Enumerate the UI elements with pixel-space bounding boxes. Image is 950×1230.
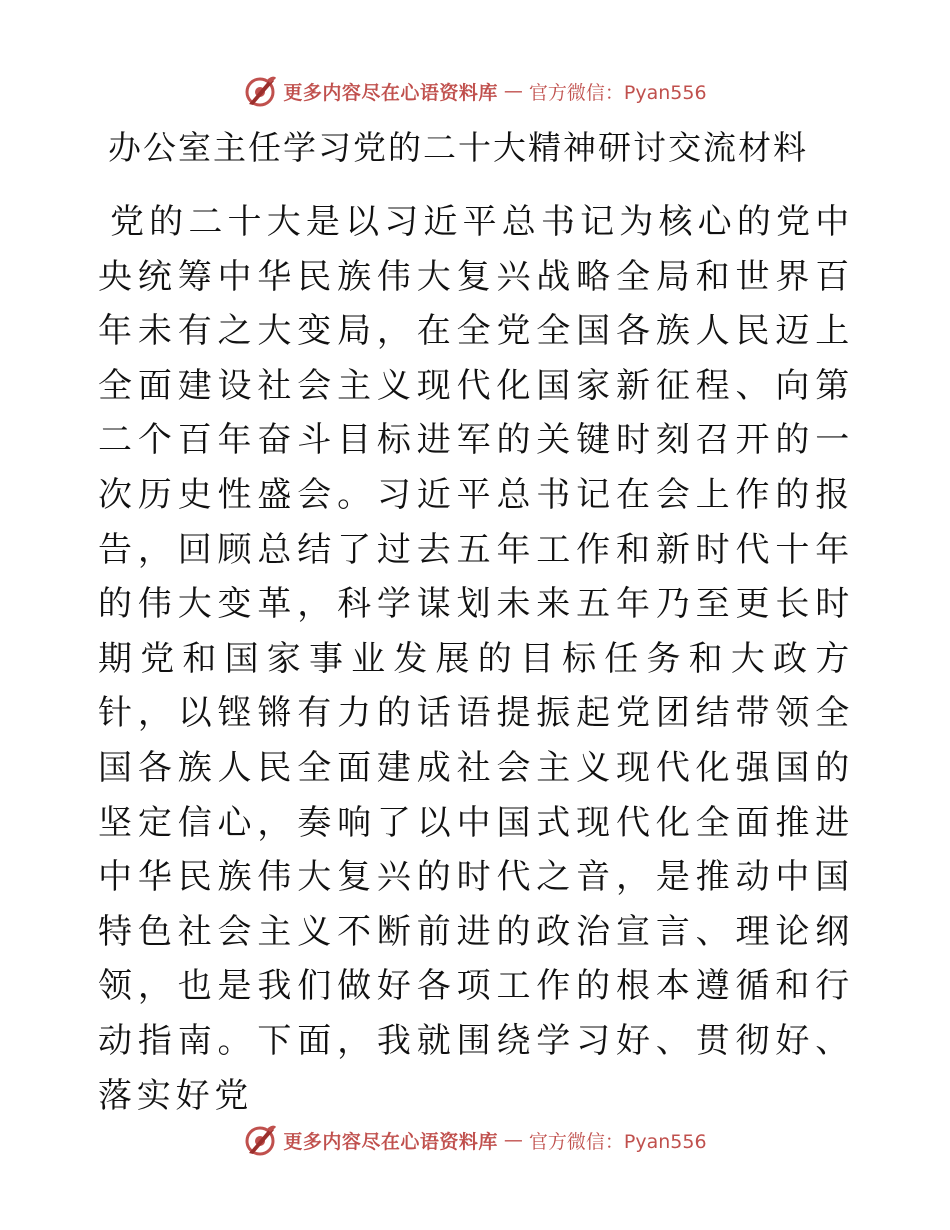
document-body: 党的二十大是以习近平总书记为核心的党中央统筹中华民族伟大复兴战略全局和世界百年未有之大变局，在全党全国各族人民迈上全面建设社会主义现代化国家新征程、向第二个百年奋斗目标进军的关键时刻召开的一次历史性盛会。习近平总书记在会上作的报告，回顾总结了过去五年工作和新时代十年的伟大变革，科学谋划未来五年乃至更长时期党和国家事业发展的目标任务和大政方针，以铿锵有力的话语提振起党团结带领全国各族人民全面建成社会主义现代化强国的坚定信心，奏响了以中国式现代化全面推进中华民族伟大复兴的时代之音，是推动中国特色社会主义不断前进的政治宣言、理论纲领，也是我们做好各项工作的根本遵循和行动指南。下面，我就围绕学习好、贯彻好、落实好党 xyxy=(98,202,854,1116)
watermark-separator: — xyxy=(503,80,523,102)
watermark-contact: 官方微信：Pyan556 xyxy=(528,1130,707,1153)
header-watermark xyxy=(0,71,950,111)
quill-seal-icon xyxy=(243,74,277,108)
watermark-contact: 官方微信：Pyan556 xyxy=(528,81,707,104)
watermark-text: 更多内容尽在心语资料库 xyxy=(283,1130,498,1153)
document-title: 办公室主任学习党的二十大精神研讨交流材料 xyxy=(108,128,808,167)
footer-watermark xyxy=(0,1120,950,1160)
quill-seal-icon xyxy=(243,1123,277,1157)
watermark-text: 更多内容尽在心语资料库 xyxy=(283,81,498,104)
watermark-separator: — xyxy=(503,1129,523,1151)
